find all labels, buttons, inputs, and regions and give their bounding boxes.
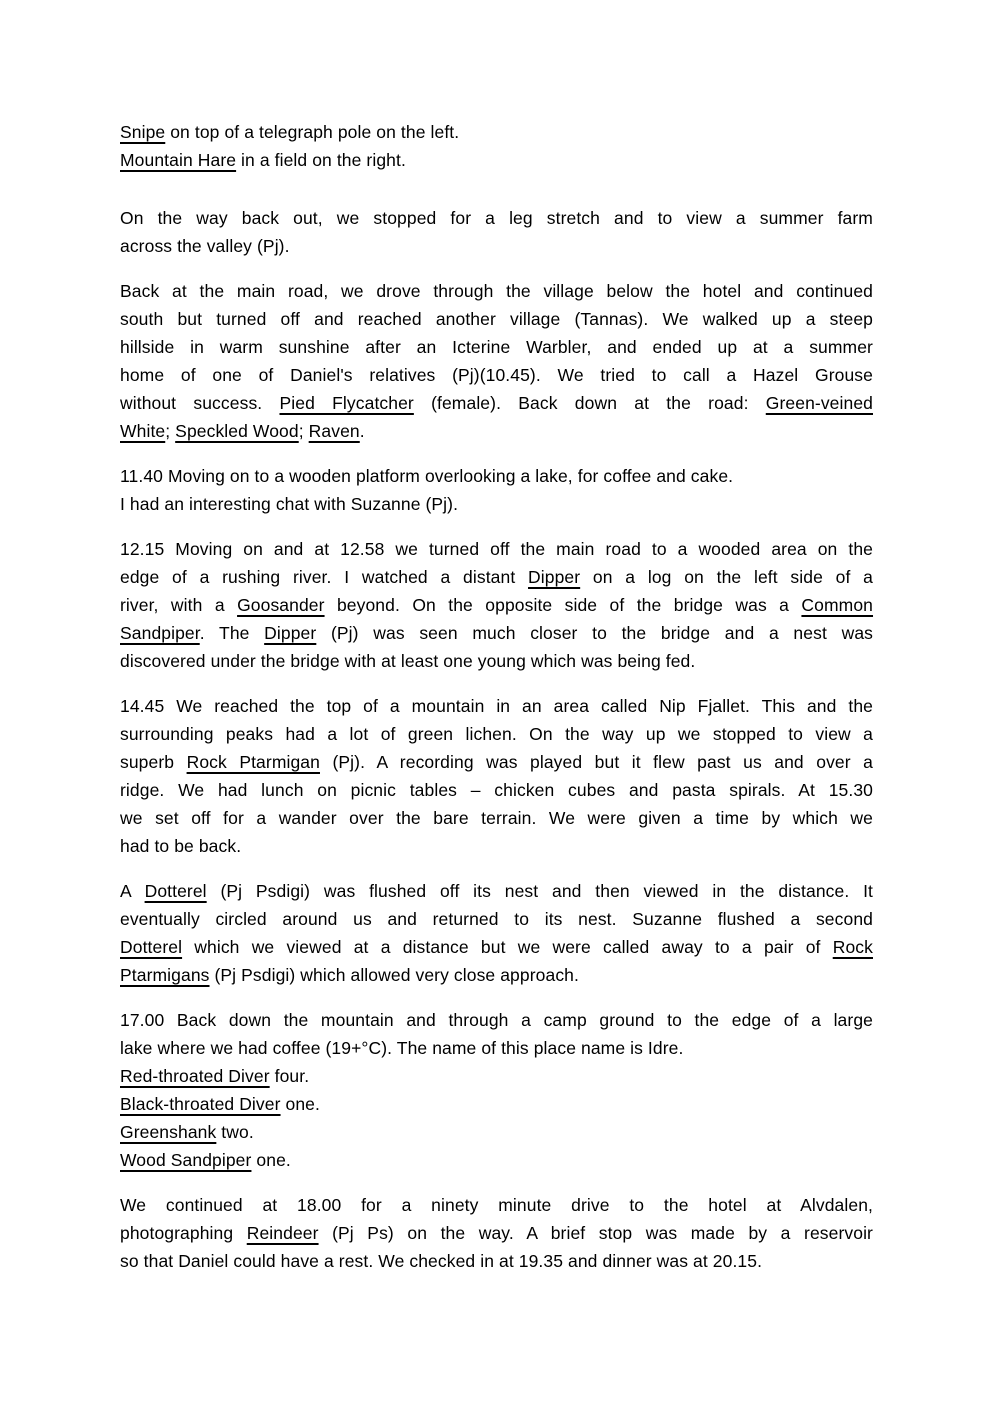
- underlined-term: Rock: [832, 937, 873, 957]
- underlined-term: Rock Ptarmigan: [186, 752, 320, 772]
- paragraph: [120, 692, 873, 860]
- text-run: Back at the main road, we drove through the village below the hotel and continued: [120, 281, 873, 301]
- text-run: photographing: [120, 1223, 247, 1243]
- text-line: [120, 720, 873, 748]
- text-line: [120, 1090, 873, 1118]
- text-run: (Pj Psdigi) which allowed very close approach.: [209, 965, 579, 985]
- paragraph: [120, 1191, 873, 1275]
- text-line: [120, 619, 873, 647]
- text-line: [120, 305, 873, 333]
- text-line: [120, 804, 873, 832]
- paragraph: [120, 277, 873, 445]
- text-run: 14.45 We reached the top of a mountain in an area called Nip Fjallet. This and the: [120, 696, 873, 716]
- text-run: superb: [120, 752, 187, 772]
- text-run: one.: [251, 1150, 291, 1170]
- underlined-term: Common: [801, 595, 874, 615]
- text-line: [120, 1219, 873, 1247]
- underlined-term: Pied Flycatcher: [279, 393, 414, 413]
- underlined-term: White: [120, 421, 166, 441]
- text-run: (Pj). A recording was played but it flew past us and over a: [319, 752, 873, 772]
- paragraph: [120, 118, 873, 174]
- text-run: home of one of Daniel's relatives (Pj)(10.45). We tried to call a Hazel Grouse: [120, 365, 873, 385]
- document-body: [120, 118, 873, 1292]
- text-line: [120, 591, 873, 619]
- text-run: (Pj Ps) on the way. A brief stop was made by a reservoir: [318, 1223, 873, 1243]
- underlined-term: Mountain Hare: [120, 150, 237, 170]
- underlined-term: Speckled Wood: [175, 421, 299, 441]
- text-line: [120, 961, 873, 989]
- text-run: so that Daniel could have a rest. We checked in at 19.35 and dinner was at 20.15.: [120, 1251, 763, 1271]
- text-run: A: [120, 881, 145, 901]
- text-run: on a log on the left side of a: [580, 567, 873, 587]
- underlined-term: Dotterel: [144, 881, 207, 901]
- text-run: edge of a rushing river. I watched a distant: [120, 567, 529, 587]
- text-line: [120, 361, 873, 389]
- text-run: without success.: [120, 393, 280, 413]
- text-run: 12.15 Moving on and at 12.58 we turned off the main road to a wooded area on the: [120, 539, 873, 559]
- underlined-term: Greenshank: [120, 1122, 217, 1142]
- text-run: I had an interesting chat with Suzanne (Pj).: [120, 494, 459, 514]
- text-line: [120, 905, 873, 933]
- text-line: [120, 933, 873, 961]
- text-line: [120, 204, 873, 232]
- text-run: one.: [280, 1094, 320, 1114]
- text-run: eventually circled around us and returned to its nest. Suzanne flushed a second: [120, 909, 873, 929]
- text-run: ;: [298, 421, 309, 441]
- text-line: [120, 692, 873, 720]
- text-line: [120, 1006, 873, 1034]
- text-run: .: [359, 421, 365, 441]
- underlined-term: Raven: [308, 421, 360, 441]
- text-run: ridge. We had lunch on picnic tables – chicken cubes and pasta spirals. At 15.30: [120, 780, 873, 800]
- text-run: (female). Back down at the road:: [413, 393, 766, 413]
- underlined-term: Snipe: [120, 122, 166, 142]
- text-run: south but turned off and reached another village (Tannas). We walked up a steep: [120, 309, 873, 329]
- text-line: [120, 1146, 873, 1174]
- text-line: [120, 748, 873, 776]
- text-line: [120, 1118, 873, 1146]
- underlined-term: Dotterel: [120, 937, 183, 957]
- text-line: [120, 776, 873, 804]
- text-run: On the way back out, we stopped for a leg stretch and to view a summer farm: [120, 208, 873, 228]
- text-line: [120, 1062, 873, 1090]
- text-line: [120, 490, 873, 518]
- text-run: across the valley (Pj).: [120, 236, 290, 256]
- text-run: We continued at 18.00 for a ninety minute drive to the hotel at Alvdalen,: [120, 1195, 873, 1215]
- paragraph: [120, 204, 873, 260]
- underlined-term: Black-throated Diver: [120, 1094, 281, 1114]
- text-run: (Pj) was seen much closer to the bridge and a nest was: [316, 623, 873, 643]
- text-run: had to be back.: [120, 836, 242, 856]
- underlined-term: Dipper: [264, 623, 317, 643]
- text-line: [120, 563, 873, 591]
- underlined-term: Wood Sandpiper: [120, 1150, 252, 1170]
- text-line: [120, 647, 873, 675]
- text-run: 17.00 Back down the mountain and through a camp ground to the edge of a large: [120, 1010, 873, 1030]
- text-line: [120, 535, 873, 563]
- text-line: [120, 1191, 873, 1219]
- underlined-term: Green-veined: [765, 393, 873, 413]
- paragraph: [120, 877, 873, 989]
- text-line: [120, 417, 873, 445]
- text-run: discovered under the bridge with at least one young which was being fed.: [120, 651, 696, 671]
- underlined-term: Red-throated Diver: [120, 1066, 270, 1086]
- underlined-term: Reindeer: [246, 1223, 319, 1243]
- text-line: [120, 1034, 873, 1062]
- text-run: ;: [165, 421, 176, 441]
- text-run: two.: [216, 1122, 254, 1142]
- text-line: [120, 1247, 873, 1275]
- text-run: beyond. On the opposite side of the bridge was a: [324, 595, 802, 615]
- text-line: [120, 333, 873, 361]
- text-run: 11.40 Moving on to a wooden platform overlooking a lake, for coffee and cake.: [120, 466, 734, 486]
- text-line: [120, 462, 873, 490]
- paragraph: [120, 1006, 873, 1174]
- underlined-term: Goosander: [237, 595, 325, 615]
- text-line: [120, 389, 873, 417]
- text-line: [120, 232, 873, 260]
- text-run: (Pj Psdigi) was flushed off its nest and then viewed in the distance. It: [206, 881, 873, 901]
- text-line: [120, 146, 873, 174]
- text-run: we set off for a wander over the bare terrain. We were given a time by which we: [120, 808, 873, 828]
- text-run: . The: [199, 623, 265, 643]
- text-run: on top of a telegraph pole on the left.: [165, 122, 460, 142]
- text-line: [120, 877, 873, 905]
- text-line: [120, 277, 873, 305]
- underlined-term: Dipper: [528, 567, 581, 587]
- text-run: four.: [269, 1066, 310, 1086]
- text-line: [120, 832, 873, 860]
- paragraph: [120, 535, 873, 675]
- text-run: river, with a: [120, 595, 238, 615]
- text-run: surrounding peaks had a lot of green lichen. On the way up we stopped to view a: [120, 724, 873, 744]
- underlined-term: Ptarmigans: [120, 965, 210, 985]
- text-run: hillside in warm sunshine after an Icterine Warbler, and ended up at a summer: [120, 337, 873, 357]
- underlined-term: Sandpiper: [120, 623, 200, 643]
- text-run: in a field on the right.: [236, 150, 406, 170]
- text-run: which we viewed at a distance but we were called away to a pair of: [182, 937, 833, 957]
- text-line: [120, 118, 873, 146]
- text-run: lake where we had coffee (19+°C). The name of this place name is Idre.: [120, 1038, 684, 1058]
- paragraph: [120, 462, 873, 518]
